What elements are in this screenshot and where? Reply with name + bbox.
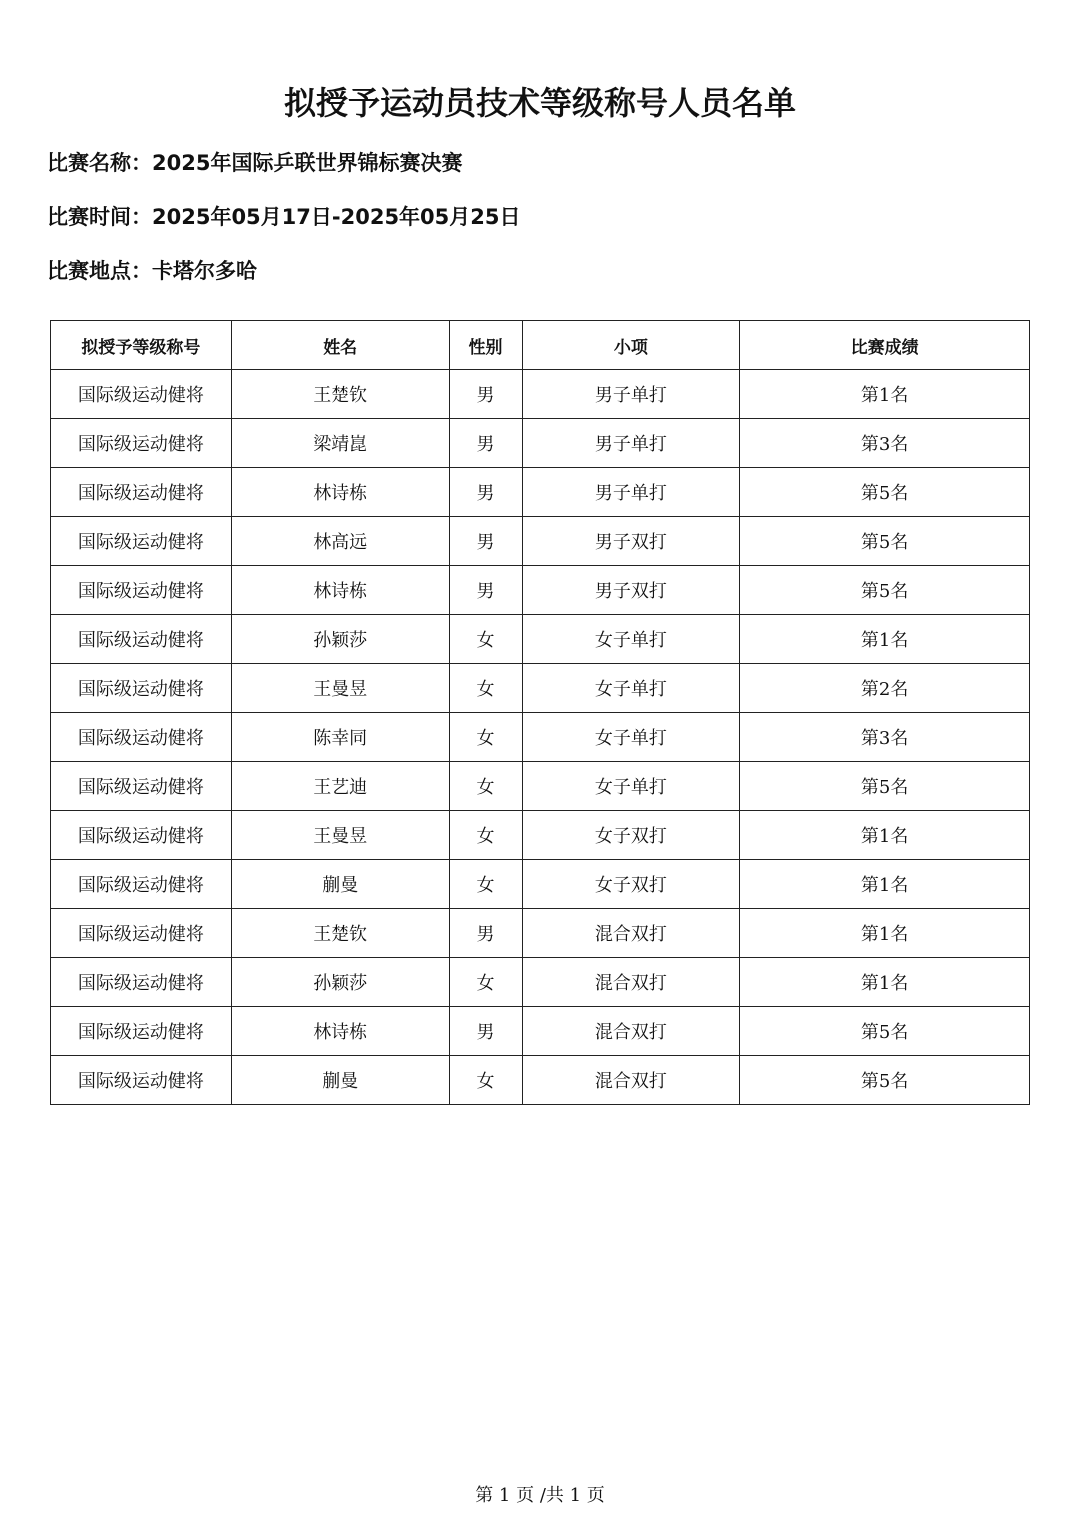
name-cell: 孙颖莎	[231, 958, 449, 1007]
table-row	[51, 958, 1030, 1007]
meta-value: 2025年05月17日-2025年05月25日	[152, 205, 521, 229]
event-cell: 女子单打	[522, 762, 740, 811]
page-footer: 第 1 页 /共 1 页	[475, 1485, 605, 1506]
meta-competition-time	[47, 201, 521, 231]
name-cell: 林诗栋	[231, 468, 449, 517]
event-cell: 男子双打	[522, 517, 740, 566]
gender-cell: 女	[449, 713, 522, 762]
event-cell: 女子单打	[522, 615, 740, 664]
gender-cell: 女	[449, 958, 522, 1007]
table-row	[51, 762, 1030, 811]
gender-cell: 男	[449, 909, 522, 958]
name-cell: 蒯曼	[231, 860, 449, 909]
name-cell: 陈幸同	[231, 713, 449, 762]
name-cell: 孙颖莎	[231, 615, 449, 664]
meta-label: 比赛名称：	[47, 151, 152, 175]
level-cell: 国际级运动健将	[51, 1056, 232, 1105]
result-cell: 第1名	[740, 615, 1030, 664]
table-row	[51, 1007, 1030, 1056]
name-cell: 王艺迪	[231, 762, 449, 811]
gender-cell: 男	[449, 1007, 522, 1056]
event-cell: 女子双打	[522, 860, 740, 909]
name-cell: 林诗栋	[231, 566, 449, 615]
result-cell: 第1名	[740, 909, 1030, 958]
table-row	[51, 419, 1030, 468]
event-cell: 女子双打	[522, 811, 740, 860]
result-cell: 第5名	[740, 1056, 1030, 1105]
name-cell: 王曼昱	[231, 664, 449, 713]
name-cell: 梁靖崑	[231, 419, 449, 468]
table-row	[51, 517, 1030, 566]
result-cell: 第5名	[740, 1007, 1030, 1056]
result-cell: 第5名	[740, 762, 1030, 811]
level-cell: 国际级运动健将	[51, 1007, 232, 1056]
name-cell: 蒯曼	[231, 1056, 449, 1105]
level-cell: 国际级运动健将	[51, 762, 232, 811]
meta-value: 卡塔尔多哈	[152, 259, 257, 283]
column-header: 小项	[522, 321, 740, 370]
level-cell: 国际级运动健将	[51, 811, 232, 860]
table-row	[51, 468, 1030, 517]
level-cell: 国际级运动健将	[51, 566, 232, 615]
name-cell: 王楚钦	[231, 909, 449, 958]
event-cell: 混合双打	[522, 909, 740, 958]
gender-cell: 女	[449, 1056, 522, 1105]
result-cell: 第2名	[740, 664, 1030, 713]
result-cell: 第3名	[740, 419, 1030, 468]
page-title: 拟授予运动员技术等级称号人员名单	[283, 84, 796, 122]
meta-value: 2025年国际乒联世界锦标赛决赛	[152, 151, 463, 175]
table-row	[51, 713, 1030, 762]
result-cell: 第5名	[740, 566, 1030, 615]
table-row	[51, 370, 1030, 419]
meta-label: 比赛地点：	[47, 259, 152, 283]
level-cell: 国际级运动健将	[51, 713, 232, 762]
gender-cell: 女	[449, 664, 522, 713]
column-header: 拟授予等级称号	[51, 321, 232, 370]
column-header: 姓名	[231, 321, 449, 370]
athlete-table	[50, 320, 1030, 1105]
name-cell: 王曼昱	[231, 811, 449, 860]
event-cell: 男子单打	[522, 370, 740, 419]
result-cell: 第1名	[740, 370, 1030, 419]
column-header: 比赛成绩	[740, 321, 1030, 370]
table-header-row	[51, 321, 1030, 370]
gender-cell: 男	[449, 370, 522, 419]
table-row	[51, 909, 1030, 958]
event-cell: 混合双打	[522, 1056, 740, 1105]
level-cell: 国际级运动健将	[51, 468, 232, 517]
meta-label: 比赛时间：	[47, 205, 152, 229]
event-cell: 男子双打	[522, 566, 740, 615]
gender-cell: 女	[449, 811, 522, 860]
table-row	[51, 615, 1030, 664]
gender-cell: 男	[449, 517, 522, 566]
meta-competition-location	[47, 255, 257, 285]
level-cell: 国际级运动健将	[51, 958, 232, 1007]
table-row	[51, 1056, 1030, 1105]
name-cell: 王楚钦	[231, 370, 449, 419]
level-cell: 国际级运动健将	[51, 615, 232, 664]
result-cell: 第1名	[740, 811, 1030, 860]
level-cell: 国际级运动健将	[51, 664, 232, 713]
table-row	[51, 860, 1030, 909]
result-cell: 第5名	[740, 517, 1030, 566]
level-cell: 国际级运动健将	[51, 860, 232, 909]
gender-cell: 女	[449, 762, 522, 811]
event-cell: 混合双打	[522, 1007, 740, 1056]
event-cell: 男子单打	[522, 419, 740, 468]
table-row	[51, 811, 1030, 860]
result-cell: 第1名	[740, 958, 1030, 1007]
gender-cell: 女	[449, 860, 522, 909]
name-cell: 林高远	[231, 517, 449, 566]
gender-cell: 男	[449, 566, 522, 615]
level-cell: 国际级运动健将	[51, 517, 232, 566]
name-cell: 林诗栋	[231, 1007, 449, 1056]
result-cell: 第3名	[740, 713, 1030, 762]
event-cell: 女子单打	[522, 664, 740, 713]
gender-cell: 女	[449, 615, 522, 664]
level-cell: 国际级运动健将	[51, 419, 232, 468]
column-header: 性别	[449, 321, 522, 370]
table-row	[51, 664, 1030, 713]
result-cell: 第1名	[740, 860, 1030, 909]
level-cell: 国际级运动健将	[51, 909, 232, 958]
gender-cell: 男	[449, 419, 522, 468]
event-cell: 男子单打	[522, 468, 740, 517]
event-cell: 混合双打	[522, 958, 740, 1007]
table-row	[51, 566, 1030, 615]
meta-competition-name	[47, 147, 462, 177]
level-cell: 国际级运动健将	[51, 370, 232, 419]
gender-cell: 男	[449, 468, 522, 517]
result-cell: 第5名	[740, 468, 1030, 517]
event-cell: 女子单打	[522, 713, 740, 762]
